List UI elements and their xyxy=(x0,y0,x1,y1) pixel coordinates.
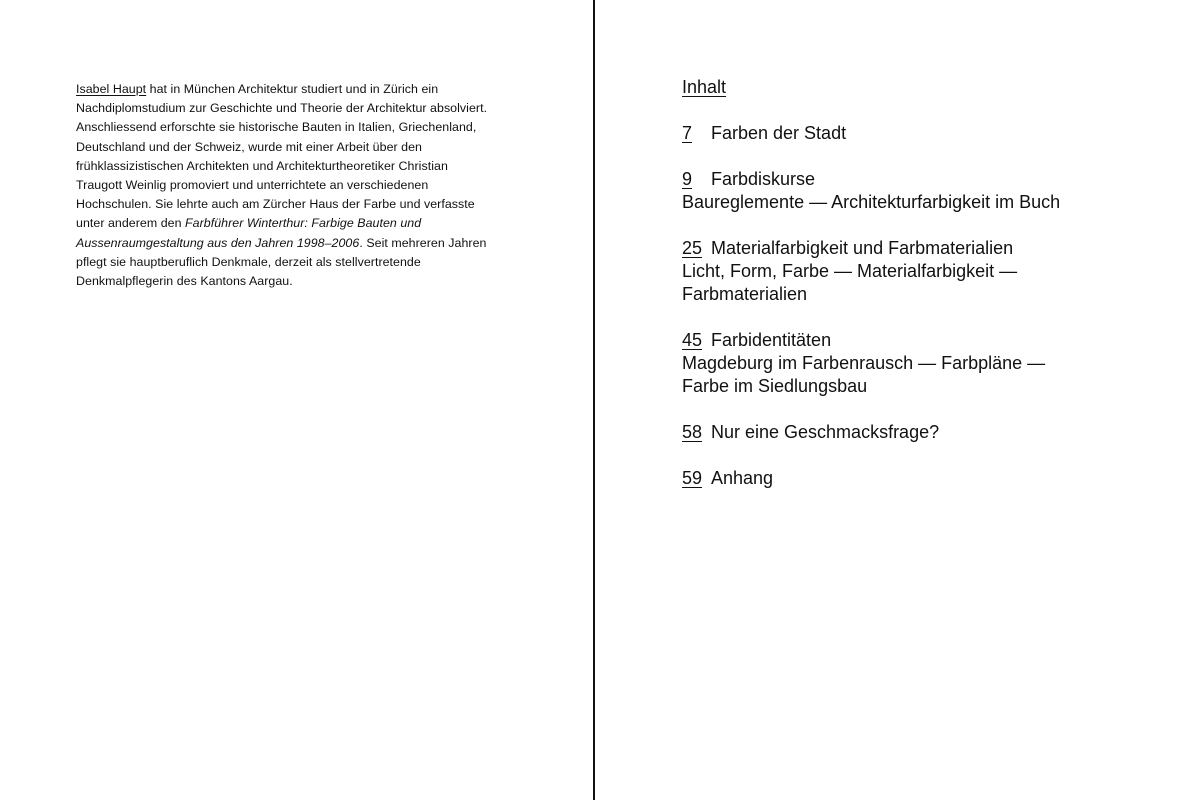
toc-entry-subtitle: Licht, Form, Farbe — Materialfarbigkeit — xyxy=(682,261,1018,281)
bio-text-part-1: hat in München Architektur studiert und in Zürich ein Nachdiplomstudium zur Geschichte und Theorie der Architektur absolviert. Anschliessend erforschte sie historische Bauten in Italien, Griechenland, Deutschland und der Schweiz, wurde mit einer Arbeit über den frühklassizistischen Architekten und Architekturtheoretiker Christian Traugott Weinlig promoviert und unterrichtete an verschiedenen Hochschulen. Sie lehrte auch am Zürcher Haus der Farbe und verfasste unter anderem den xyxy=(76,82,488,231)
toc-entry-title: Nur eine Geschmacksfrage? xyxy=(711,422,940,442)
toc-title: Inhalt xyxy=(682,77,727,97)
toc-page-number: 7 xyxy=(682,123,693,143)
toc-entry-title: Farbidentitäten xyxy=(711,330,832,350)
toc-entry-line xyxy=(682,329,1122,352)
toc-entry-subtitle: Magdeburg im Farbenrausch — Farbpläne — xyxy=(682,353,1046,373)
toc-page-number: 9 xyxy=(682,169,693,189)
toc-entry-title: Anhang xyxy=(711,468,774,488)
toc-entry-1 xyxy=(682,122,1122,145)
left-page xyxy=(0,0,593,800)
toc-entry-line xyxy=(682,237,1122,260)
author-bio xyxy=(76,80,496,291)
toc-entry-title: Farben der Stadt xyxy=(711,123,847,143)
right-page xyxy=(595,0,1188,800)
toc-entry-5 xyxy=(682,421,1122,444)
toc-page-number: 25 xyxy=(682,238,703,258)
toc-entry-subtitle: Farbmaterialien xyxy=(682,284,808,304)
toc-entry-subtitle: Farbe im Siedlungsbau xyxy=(682,376,868,396)
toc-entry-subtitle: Baureglemente — Architekturfarbigkeit im Buch xyxy=(682,192,1061,212)
toc-entry-6 xyxy=(682,467,1122,490)
author-bio-paragraph xyxy=(76,80,496,291)
toc-entry-title: Materialfarbigkeit und Farbmaterialien xyxy=(711,238,1014,258)
toc-entry-line xyxy=(682,421,1122,444)
toc-entry-4 xyxy=(682,329,1122,398)
toc-entry-title: Farbdiskurse xyxy=(711,169,816,189)
toc-entry-2 xyxy=(682,168,1122,214)
book-title: Farbführer Winterthur: Farbige Bauten und Aussenraumgestaltung aus den Jahren 1998–2006 xyxy=(76,216,422,250)
toc-entry-3 xyxy=(682,237,1122,306)
bio-text-part-2: . Seit mehreren Jahren pflegt sie hauptberuflich Denkmale, derzeit als stellvertretende Denkmalpflegerin des Kantons Aargau. xyxy=(76,235,487,289)
toc-page-number: 45 xyxy=(682,330,703,350)
toc-entry-line xyxy=(682,168,1122,191)
author-name: Isabel Haupt xyxy=(76,82,147,96)
toc-page-number: 58 xyxy=(682,422,703,442)
toc-page-number: 59 xyxy=(682,468,703,488)
toc-entry-line xyxy=(682,122,1122,145)
toc-entry-line xyxy=(682,467,1122,490)
table-of-contents xyxy=(682,76,1122,513)
